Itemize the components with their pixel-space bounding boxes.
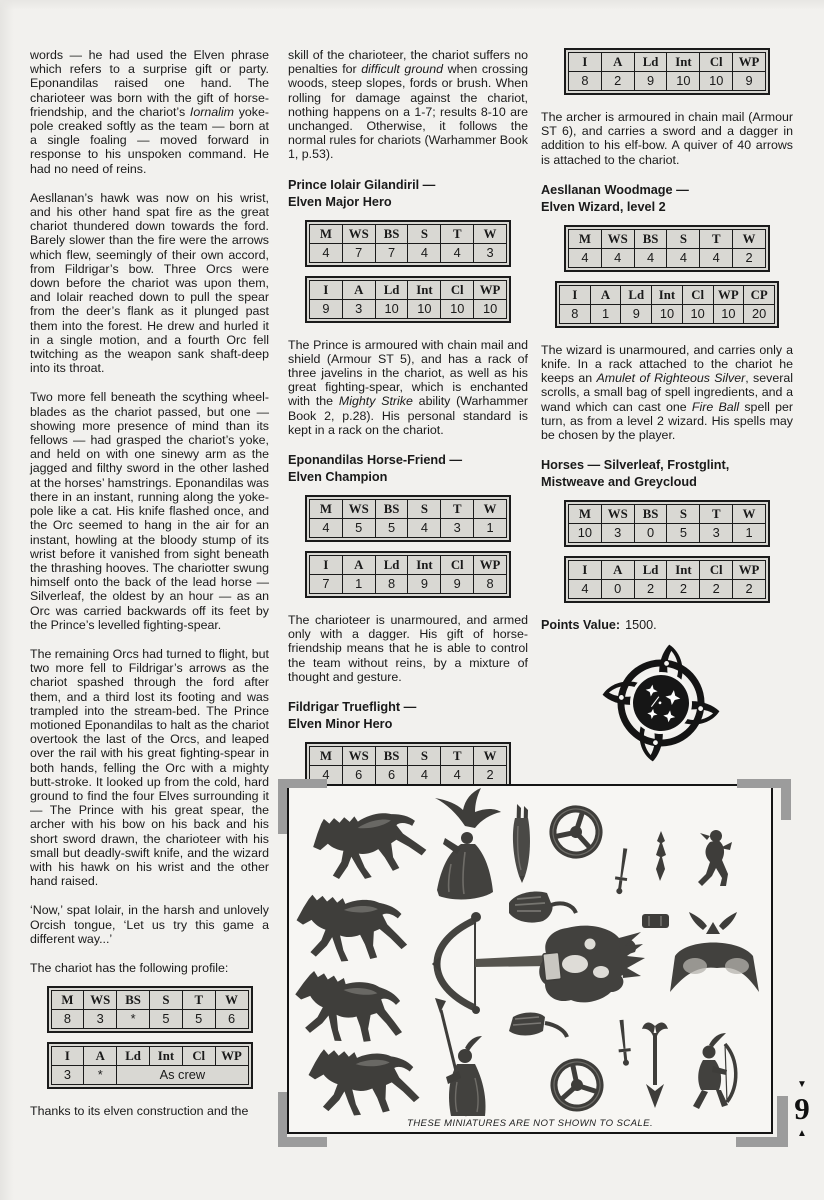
story-paragraph: words — he had used the Elven phrase which refers to a surprise gift or party. Eponandilas raised one hand. The charioteer was born with the gift of horse-friendship, and the chariot’s Iornalim yoke-pole creaked softly as the team — born at a single foaling — moved forward in response to his unspoken command. He had no need of reins. xyxy=(30,48,269,176)
miniature-horse-2 xyxy=(294,887,408,965)
miniature-arrow xyxy=(642,1022,668,1108)
page-number-block xyxy=(782,1078,822,1140)
woodmage-stat-table-secondary: I A Ld Int Cl WP CP 8 1 9 10 10 10 20 xyxy=(555,281,779,328)
rules-paragraph: skill of the charioteer, the chariot suffers no penalties for difficult ground when crossing woods, steep slopes, fords or brush. When rolling for damage against the chariot, nothing happens on a 1-7; results 8-10 are unchanged. Otherwise, it follows the normal rules for chariots (Warhammer Book 1, p.53). xyxy=(288,48,528,162)
points-value: Points Value: 1500. xyxy=(541,618,657,633)
frame-corner-bracket-top-right xyxy=(737,779,791,820)
miniature-dagger-lower xyxy=(616,1019,633,1066)
section-heading-woodmage: Aesllanan Woodmage — Elven Wizard, level 2 xyxy=(541,182,689,214)
section-heading-horses: Horses — Silverleaf, Frostglint, Mistweave and Greycloud xyxy=(541,458,730,490)
column-right xyxy=(541,48,793,647)
miniature-chariot-body xyxy=(539,926,645,1003)
story-paragraph: The remaining Orcs had turned to flight, but two more fell to Fildrigar’s arrows as the chariot spashed through the ford after them, and a third lost its footing and was trampled into the stream-bed. The Prince motioned Eponandilas to halt as the chariot overtook the last of the Orcs, and leaped over the rail with his great fighting-spear in both hands, felling the Orc with a mighty butt-stroke. It looked up from the cold, hard ground to find the four Elves surrounding it — The Prince with his great spear, the archer with his bow on his back and his short sword drawn, the charioteer with his small but deadly-swift knife, and the wizard with his hawk on his wrist and the other hand raised. xyxy=(30,646,269,889)
section-heading-prince: Prince Iolair Gilandiril — Elven Major Hero xyxy=(288,177,436,209)
story-paragraph: Aesllanan’s hawk was now on his wrist, and his other hand spat fire as the great chariot thundered down towards the ford. Barely slower than the fire were the arrows which flew, seemingly of their own accord, from Fildrigar’s bow. Three Orcs were down before the chariot was upon them, and Iolair reached down to pull the spear from the deer’s flank as it plunged past them into the forest. He drew and hurled it in a single motion, and a fourth Orc fell twitching as the weapon sank shaft-deep into its throat. xyxy=(30,190,269,376)
miniature-carved-part-lower xyxy=(509,1013,567,1038)
miniature-dagger-top xyxy=(613,848,631,895)
story-paragraph: Two more fell beneath the scything wheel-blades as the chariot passed, but one — showing more presence of mind than its fellows — had grasped the chariot’s yoke, and held on with one sinewy arm as the jagged and filthy sword in the other lashed at the horses’ hamstrings. Eponandilas was there in an instant, running along the yoke-pole like a cat. His knife flashed once, and the Orc seemed to hang in the air for an instant, howling at the bloody stump of its wrist before it vanished from sight beneath the thrashing hooves. The chariotter swung himself onto the back of the lead horse — Silverleaf, the oldest by an hour — as an Orc was carried backwards off its feet by the Prince’s levelled fighting-spear. xyxy=(30,390,269,632)
story-paragraph: Thanks to its elven construction and the xyxy=(30,1104,249,1119)
fildrigar-stat-table-secondary: I A Ld Int Cl WP 8 2 9 10 10 9 xyxy=(564,48,770,95)
frame-corner-bracket-bottom-left xyxy=(278,1092,327,1147)
miniature-yoke-bow xyxy=(432,912,551,1014)
section-heading-eponandilas: Eponandilas Horse-Friend — Elven Champion xyxy=(288,453,463,485)
miniature-wizard-with-hawk xyxy=(435,788,501,899)
miniature-carved-part-upper xyxy=(509,891,576,922)
miniature-wheel-bottom xyxy=(550,1058,605,1113)
column-middle xyxy=(288,48,528,798)
fildrigar-stat-table-main: M WS BS S T W 4 6 6 4 4 2 xyxy=(305,742,511,789)
miniature-wheel-top xyxy=(547,803,605,861)
triangle-up-icon: ▲ xyxy=(797,1128,807,1139)
miniature-canopy xyxy=(670,912,759,992)
miniature-horse-3 xyxy=(294,970,404,1043)
story-paragraph: ‘Now,’ spat Iolair, in the harsh and unlovely Orcish tongue, ‘Let us try this game a different way...’ xyxy=(30,903,269,946)
frame-corner-bracket-bottom-right xyxy=(736,1096,788,1147)
miniature-orc xyxy=(698,830,732,886)
triangle-down-icon: ▼ xyxy=(797,1079,807,1090)
chariot-stat-table-secondary: I A Ld Int Cl WP 3 * As crew xyxy=(47,1042,253,1089)
figure-caption: THESE MINIATURES ARE NOT SHOWN TO SCALE. xyxy=(406,1118,654,1129)
miniature-elf-spearman xyxy=(435,998,486,1116)
miniature-elf-archer xyxy=(693,1033,736,1109)
rules-paragraph: The Prince is armoured with chain mail and shield (Armour ST 5), and has a rack of three javelins in the chariot, as well as his great fighting-spear, which is enchanted with the Mighty Strike ability (Warhammer Book 2, p.28). His personal standard is kept in a rack on the chariot. xyxy=(288,337,528,437)
star-compass-ornament xyxy=(601,641,721,765)
rules-paragraph: The wizard is unarmoured, and carries only a knife. In a rack attached to the chariot he keeps an Amulet of Righteous Silver, several scrolls, a small bag of spell ingredients, and a wand which can cast one Fire Ball spell per turn, as from a level 2 wizard. His spells may be chosen by the player. xyxy=(541,342,793,443)
miniatures-photo xyxy=(287,784,773,1134)
page-number: 9 xyxy=(794,1091,810,1126)
chariot-stat-table-main: M WS BS S T W 8 3 * 5 5 6 xyxy=(47,986,253,1033)
miniatures-illustration xyxy=(289,786,771,1120)
chariot-profile-intro: The chariot has the following profile: xyxy=(30,960,229,975)
rules-paragraph: The charioteer is unarmoured, and armed only with a dagger. His gift of horse-friendship means that he is able to control the team without reins, by a mixture of thought and gesture. xyxy=(288,613,528,684)
eponandilas-stat-table-main: M WS BS S T W 4 5 5 4 3 1 xyxy=(305,495,511,542)
woodmage-stat-table-main: M WS BS S T W 4 4 4 4 4 2 xyxy=(564,225,770,272)
eponandilas-stat-table-secondary: I A Ld Int Cl WP 7 1 8 9 9 8 xyxy=(305,551,511,598)
prince-stat-table-main: M WS BS S T W 4 7 7 4 4 3 xyxy=(305,220,511,267)
miniature-axle-block xyxy=(642,914,669,928)
section-heading-fildrigar: Fildrigar Trueflight — Elven Minor Hero xyxy=(288,700,417,732)
column-left xyxy=(30,48,269,1133)
miniature-standard-spike xyxy=(656,831,666,881)
rules-paragraph: The archer is armoured in chain mail (Armour ST 6), and carries a sword and a dagger in addition to his elf-bow. A quiver of 40 arrows is attached to the chariot. xyxy=(541,110,793,167)
frame-corner-bracket-top-left xyxy=(278,779,327,834)
horses-stat-table-main: M WS BS S T W 10 3 0 5 3 1 xyxy=(564,500,770,547)
horses-stat-table-secondary: I A Ld Int Cl WP 4 0 2 2 2 2 xyxy=(564,556,770,603)
prince-stat-table-secondary: I A Ld Int Cl WP 9 3 10 10 10 10 xyxy=(305,276,511,323)
miniature-quiver xyxy=(513,804,530,883)
